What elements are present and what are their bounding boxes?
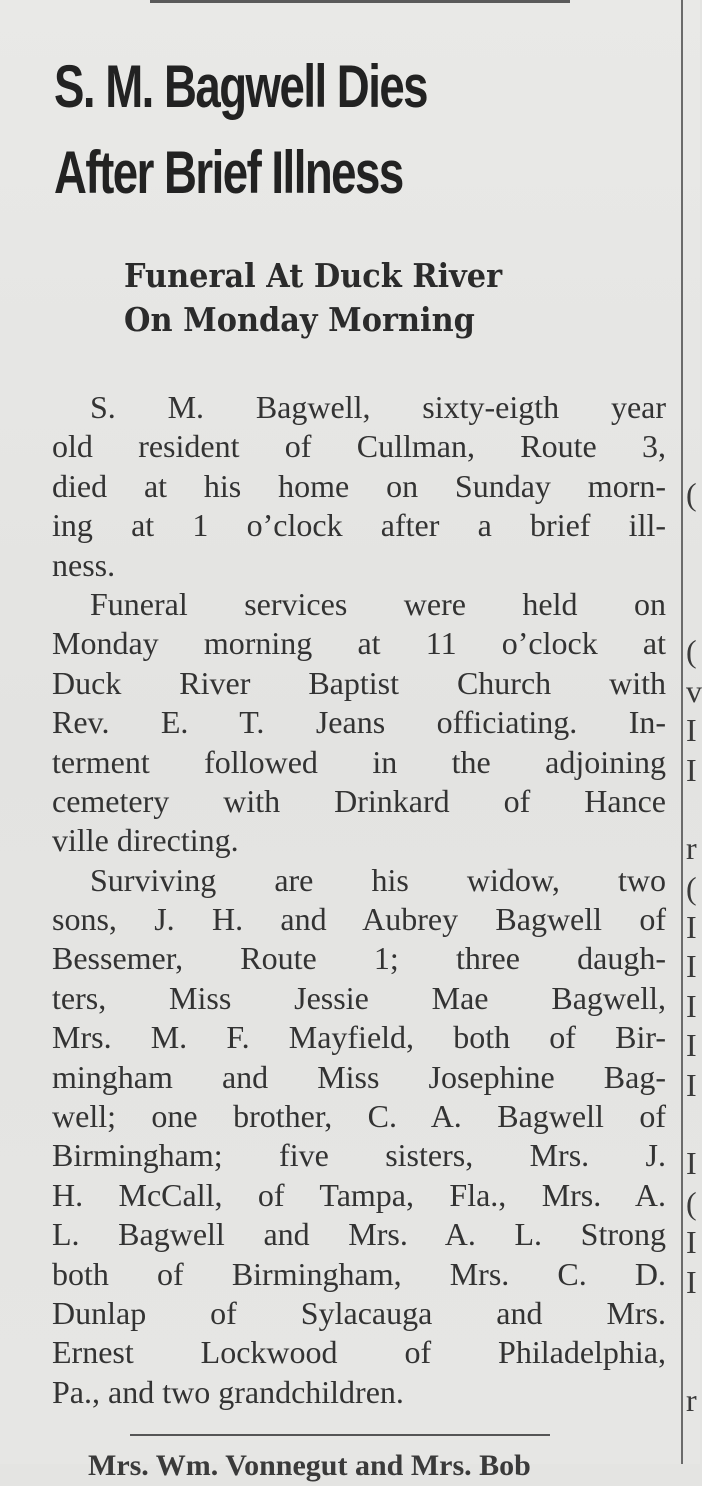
body-line: Duck River Baptist Church with [52,664,666,701]
body-line: ville directing. [52,822,239,859]
edge-char [686,435,700,474]
body-line: mingham and Miss Josephine Bag- [52,1058,666,1095]
subheadline-line-1: Funeral At Duck River [124,256,503,295]
edge-char [686,1302,700,1341]
edge-char: I [686,1066,697,1103]
edge-char: ( [686,633,697,670]
body-line: Dunlap of Sylacauga and Mrs. [52,1294,666,1331]
body-line: ness. [52,546,116,583]
bottom-rule [130,1434,550,1436]
body-line: cemetery with Drinkard of Hance [52,782,666,819]
edge-char: ( [686,475,697,512]
body-line: Mrs. M. F. Mayfield, both of Bir- [52,1019,666,1056]
edge-char: I [686,1224,697,1261]
body-line: Monday morning at 11 o’clock at [52,625,666,662]
body-line: both of Birmingham, Mrs. C. D. [52,1255,666,1292]
edge-char: r [686,830,697,867]
edge-char: I [686,948,697,985]
edge-char [686,1341,700,1380]
body-line: Birmingham; five sisters, Mrs. J. [52,1137,666,1174]
edge-char [686,514,700,553]
article-body [52,388,666,1412]
edge-char: I [686,1027,697,1064]
edge-char [686,396,700,435]
edge-char: I [686,751,697,788]
edge-char [686,1105,700,1144]
body-line: ters, Miss Jessie Mae Bagwell, [52,979,666,1016]
subheadline [124,254,602,342]
top-rule [150,0,570,3]
body-line: old resident of Cullman, Route 3, [52,428,666,465]
edge-char [686,790,700,829]
edge-char: I [686,987,697,1024]
edge-char: v [686,672,702,709]
adjacent-column-edge [686,396,700,1436]
edge-char: I [686,712,697,749]
edge-char: ( [686,1184,697,1221]
body-line: Pa., and two grandchildren. [52,1373,404,1410]
subheadline-line-2: On Monday Morning [124,300,475,339]
body-line: sons, J. H. and Aubrey Bagwell of [52,901,666,938]
headline-line-1: S. M. Bagwell Dies [54,53,428,120]
column-rule [681,0,683,1464]
body-line: died at his home on Sunday morn- [52,467,666,504]
headline [54,44,480,216]
body-line: well; one brother, C. A. Bagwell of [52,1098,666,1135]
edge-char: I [686,1145,697,1182]
edge-char [686,593,700,632]
edge-char [686,554,700,593]
body-line: Surviving are his widow, two [90,861,666,898]
edge-char: ( [686,869,697,906]
edge-char: r [686,1381,697,1418]
edge-char: I [686,909,697,946]
body-line: S. M. Bagwell, sixty-eigth year [90,389,666,425]
body-line: H. McCall, of Tampa, Fla., Mrs. A. [52,1176,666,1213]
next-article-headline: Mrs. Wm. Vonnegut and Mrs. Bob [88,1449,531,1482]
edge-char: I [686,1263,697,1300]
body-line: terment followed in the adjoining [52,743,666,780]
body-line: Rev. E. T. Jeans officiating. In- [52,704,666,741]
body-line: Bessemer, Route 1; three daugh- [52,940,666,977]
body-line: ing at 1 o’clock after a brief ill- [52,507,666,544]
body-line: L. Bagwell and Mrs. A. L. Strong [52,1216,666,1253]
body-line: Ernest Lockwood of Philadelphia, [52,1334,666,1371]
body-line: Funeral services were held on [90,585,666,622]
headline-line-2: After Brief Illness [54,139,403,206]
